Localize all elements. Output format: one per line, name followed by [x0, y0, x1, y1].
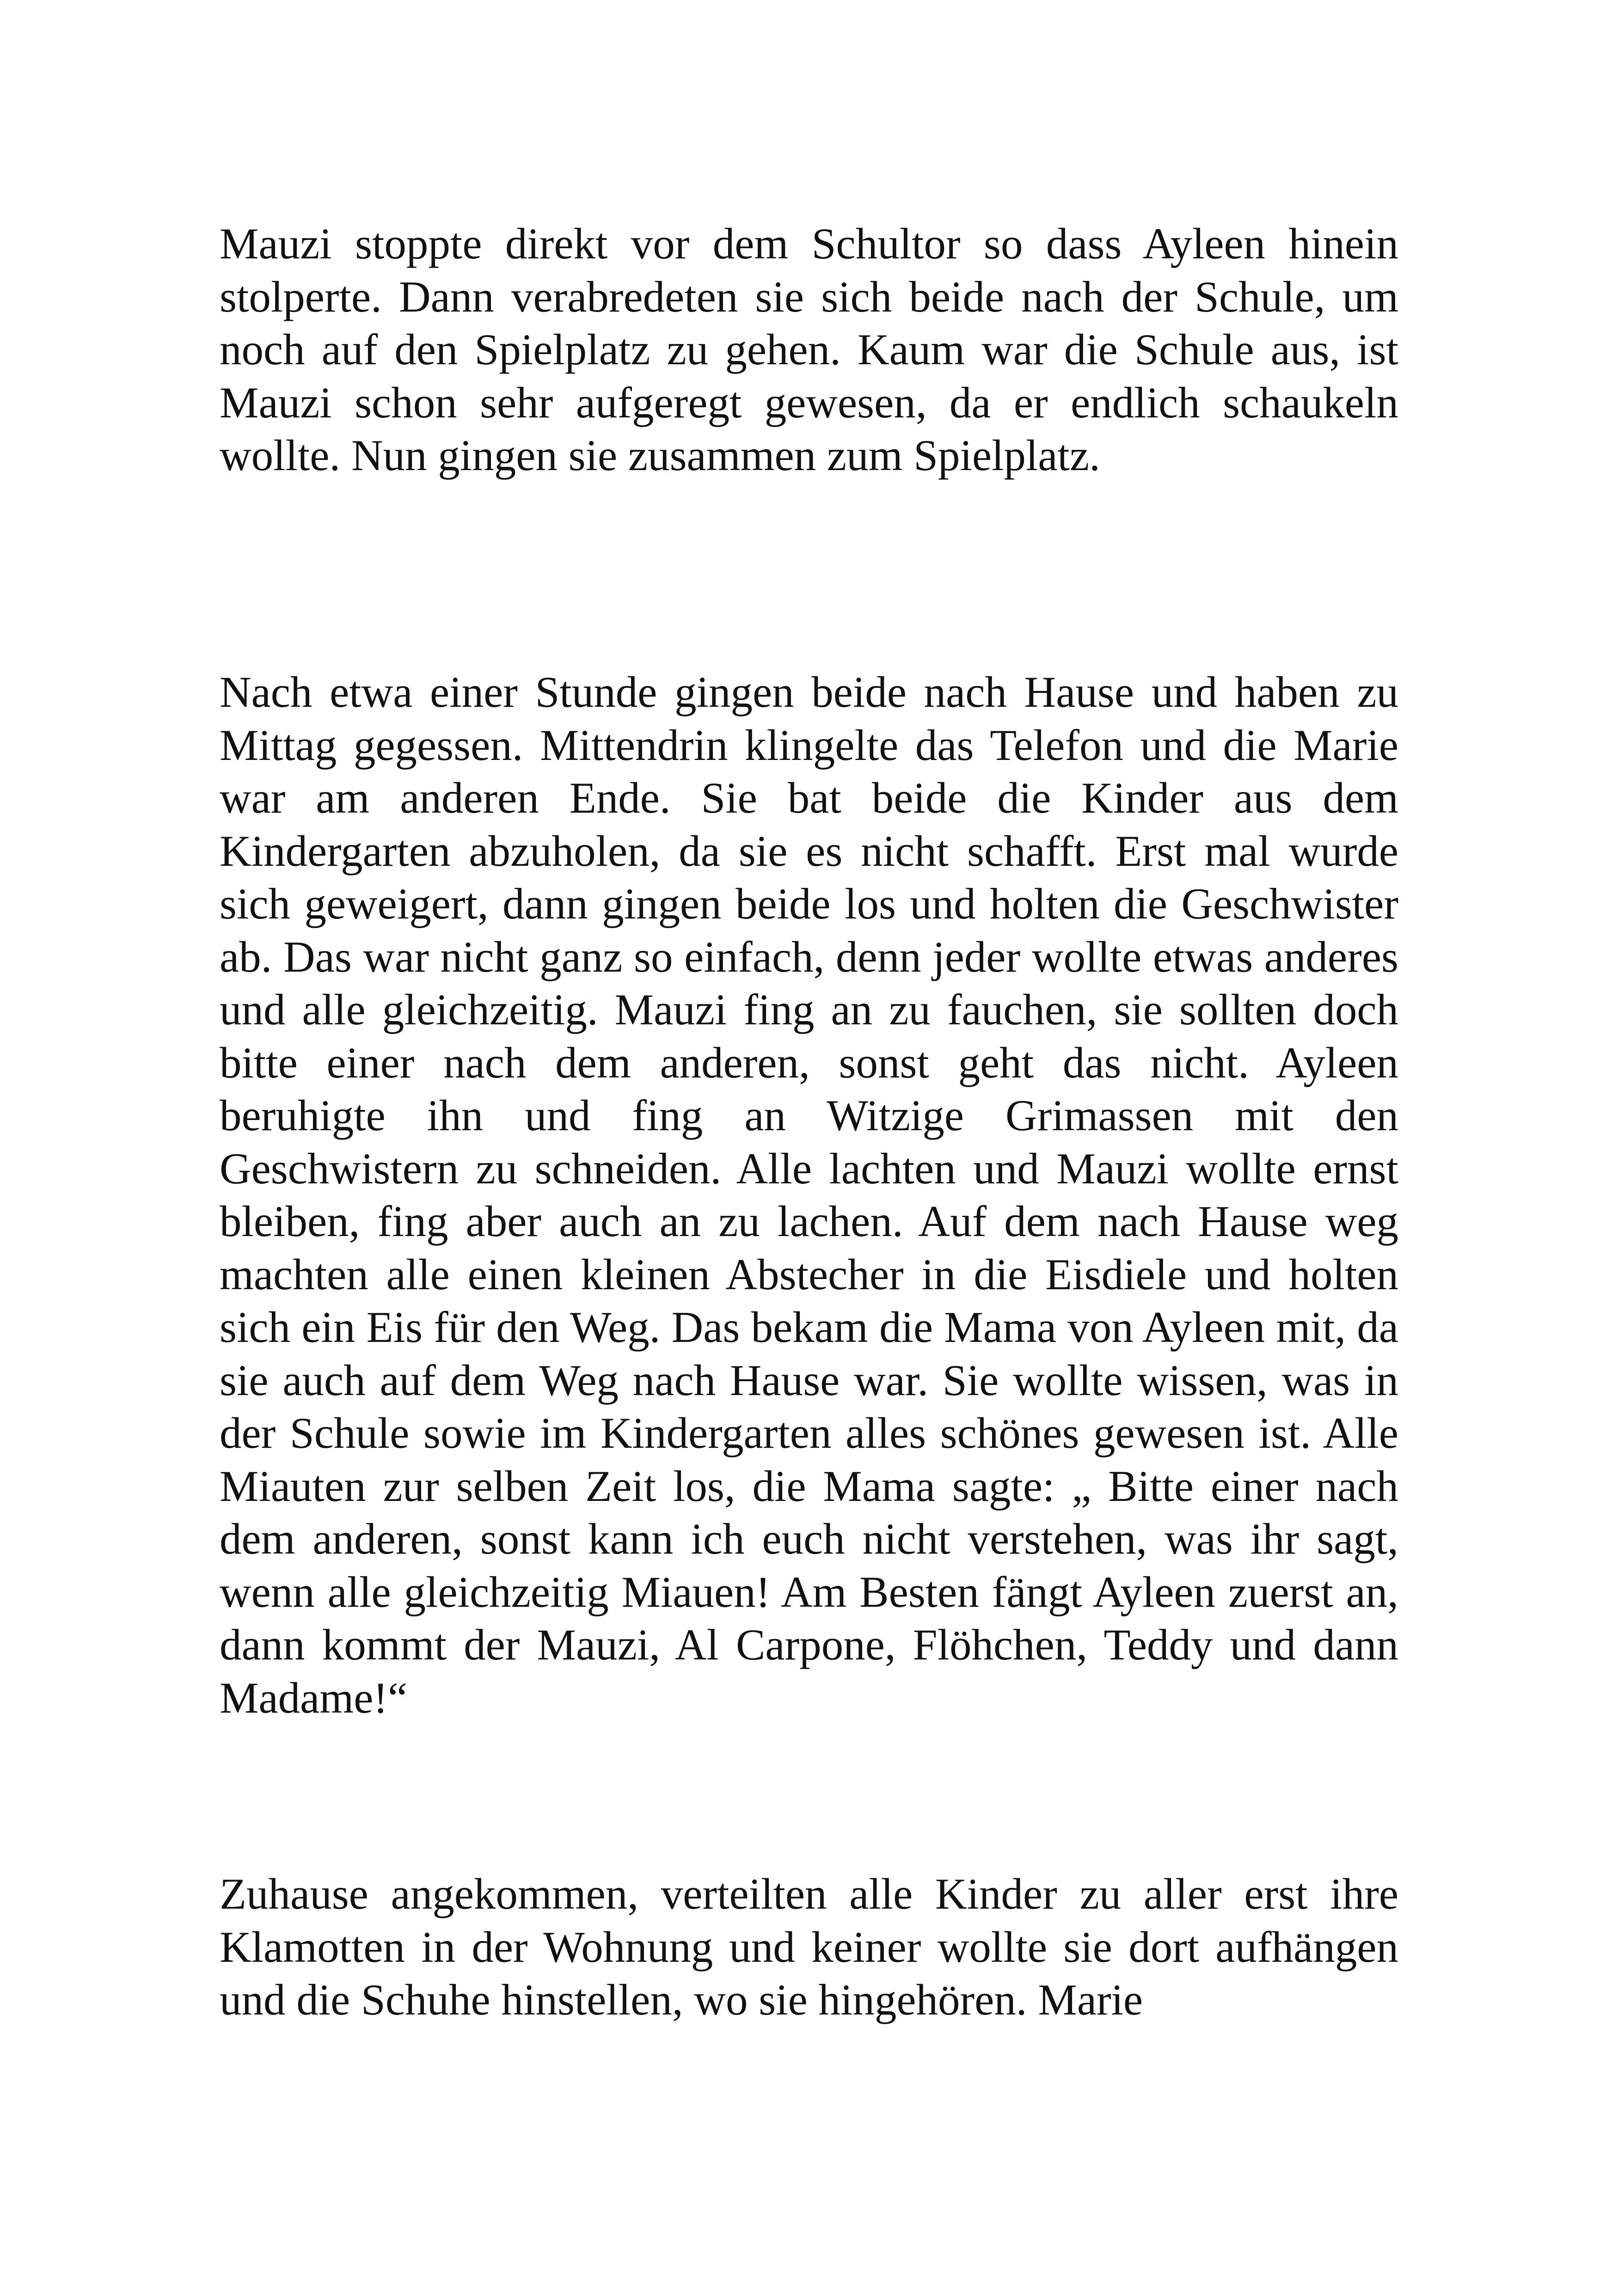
paragraph-1: Mauzi stoppte direkt vor dem Schultor so dass Ayleen hinein stolperte. Dann verabredeten sie sich beide nach der Schule, um noch auf den Spielplatz zu gehen. Kaum war die Schule aus, ist Mauzi schon sehr aufgeregt gewesen, da er endlich schaukeln wollte. Nun gingen sie zusammen zum Spielplatz. — [220, 219, 1398, 480]
paragraph-3: Zuhause angekommen, verteilten alle Kinder zu aller erst ihre Klamotten in der Wohnung und keiner wollte sie dort aufhängen und die Schuhe hinstellen, wo sie hingehören. Marie — [220, 1869, 1398, 2024]
paragraph-2: Nach etwa einer Stunde gingen beide nach Hause und haben zu Mittag gegessen. Mittendrin klingelte das Telefon und die Marie war am anderen Ende. Sie bat beide die Kinder aus dem Kindergarten abzuholen, da sie es nicht schafft. Erst mal wurde sich geweigert, dann gingen beide los und holten die Geschwister ab. Das war nicht ganz so einfach, denn jeder wollte etwas anderes und alle gleichzeitig. Mauzi fing an zu fauchen, sie sollten doch bitte einer nach dem anderen, sonst geht das nicht. Ayleen beruhigte ihn und fing an Witzige Grimassen mit den Geschwistern zu schneiden. Alle lachten und Mauzi wollte ernst bleiben, fing aber auch an zu lachen. Auf dem nach Hause weg machten alle einen kleinen Abstecher in die Eisdiele und holten sich ein Eis für den Weg. Das bekam die Mama von Ayleen mit, da sie auch auf dem Weg nach Hause war. Sie wollte wissen, was in der Schule sowie im Kindergarten alles schönes gewesen ist. Alle Miauten zur selben Zeit los, die Mama sagte: „ Bitte einer nach dem anderen, sonst kann ich euch nicht verstehen, was ihr sagt, wenn alle gleichzeitig Miauen! Am Besten fängt Ayleen zuerst an, dann kommt der Mauzi, Al Carpone, Flöhchen, Teddy und dann Madame!“ — [220, 667, 1398, 1722]
